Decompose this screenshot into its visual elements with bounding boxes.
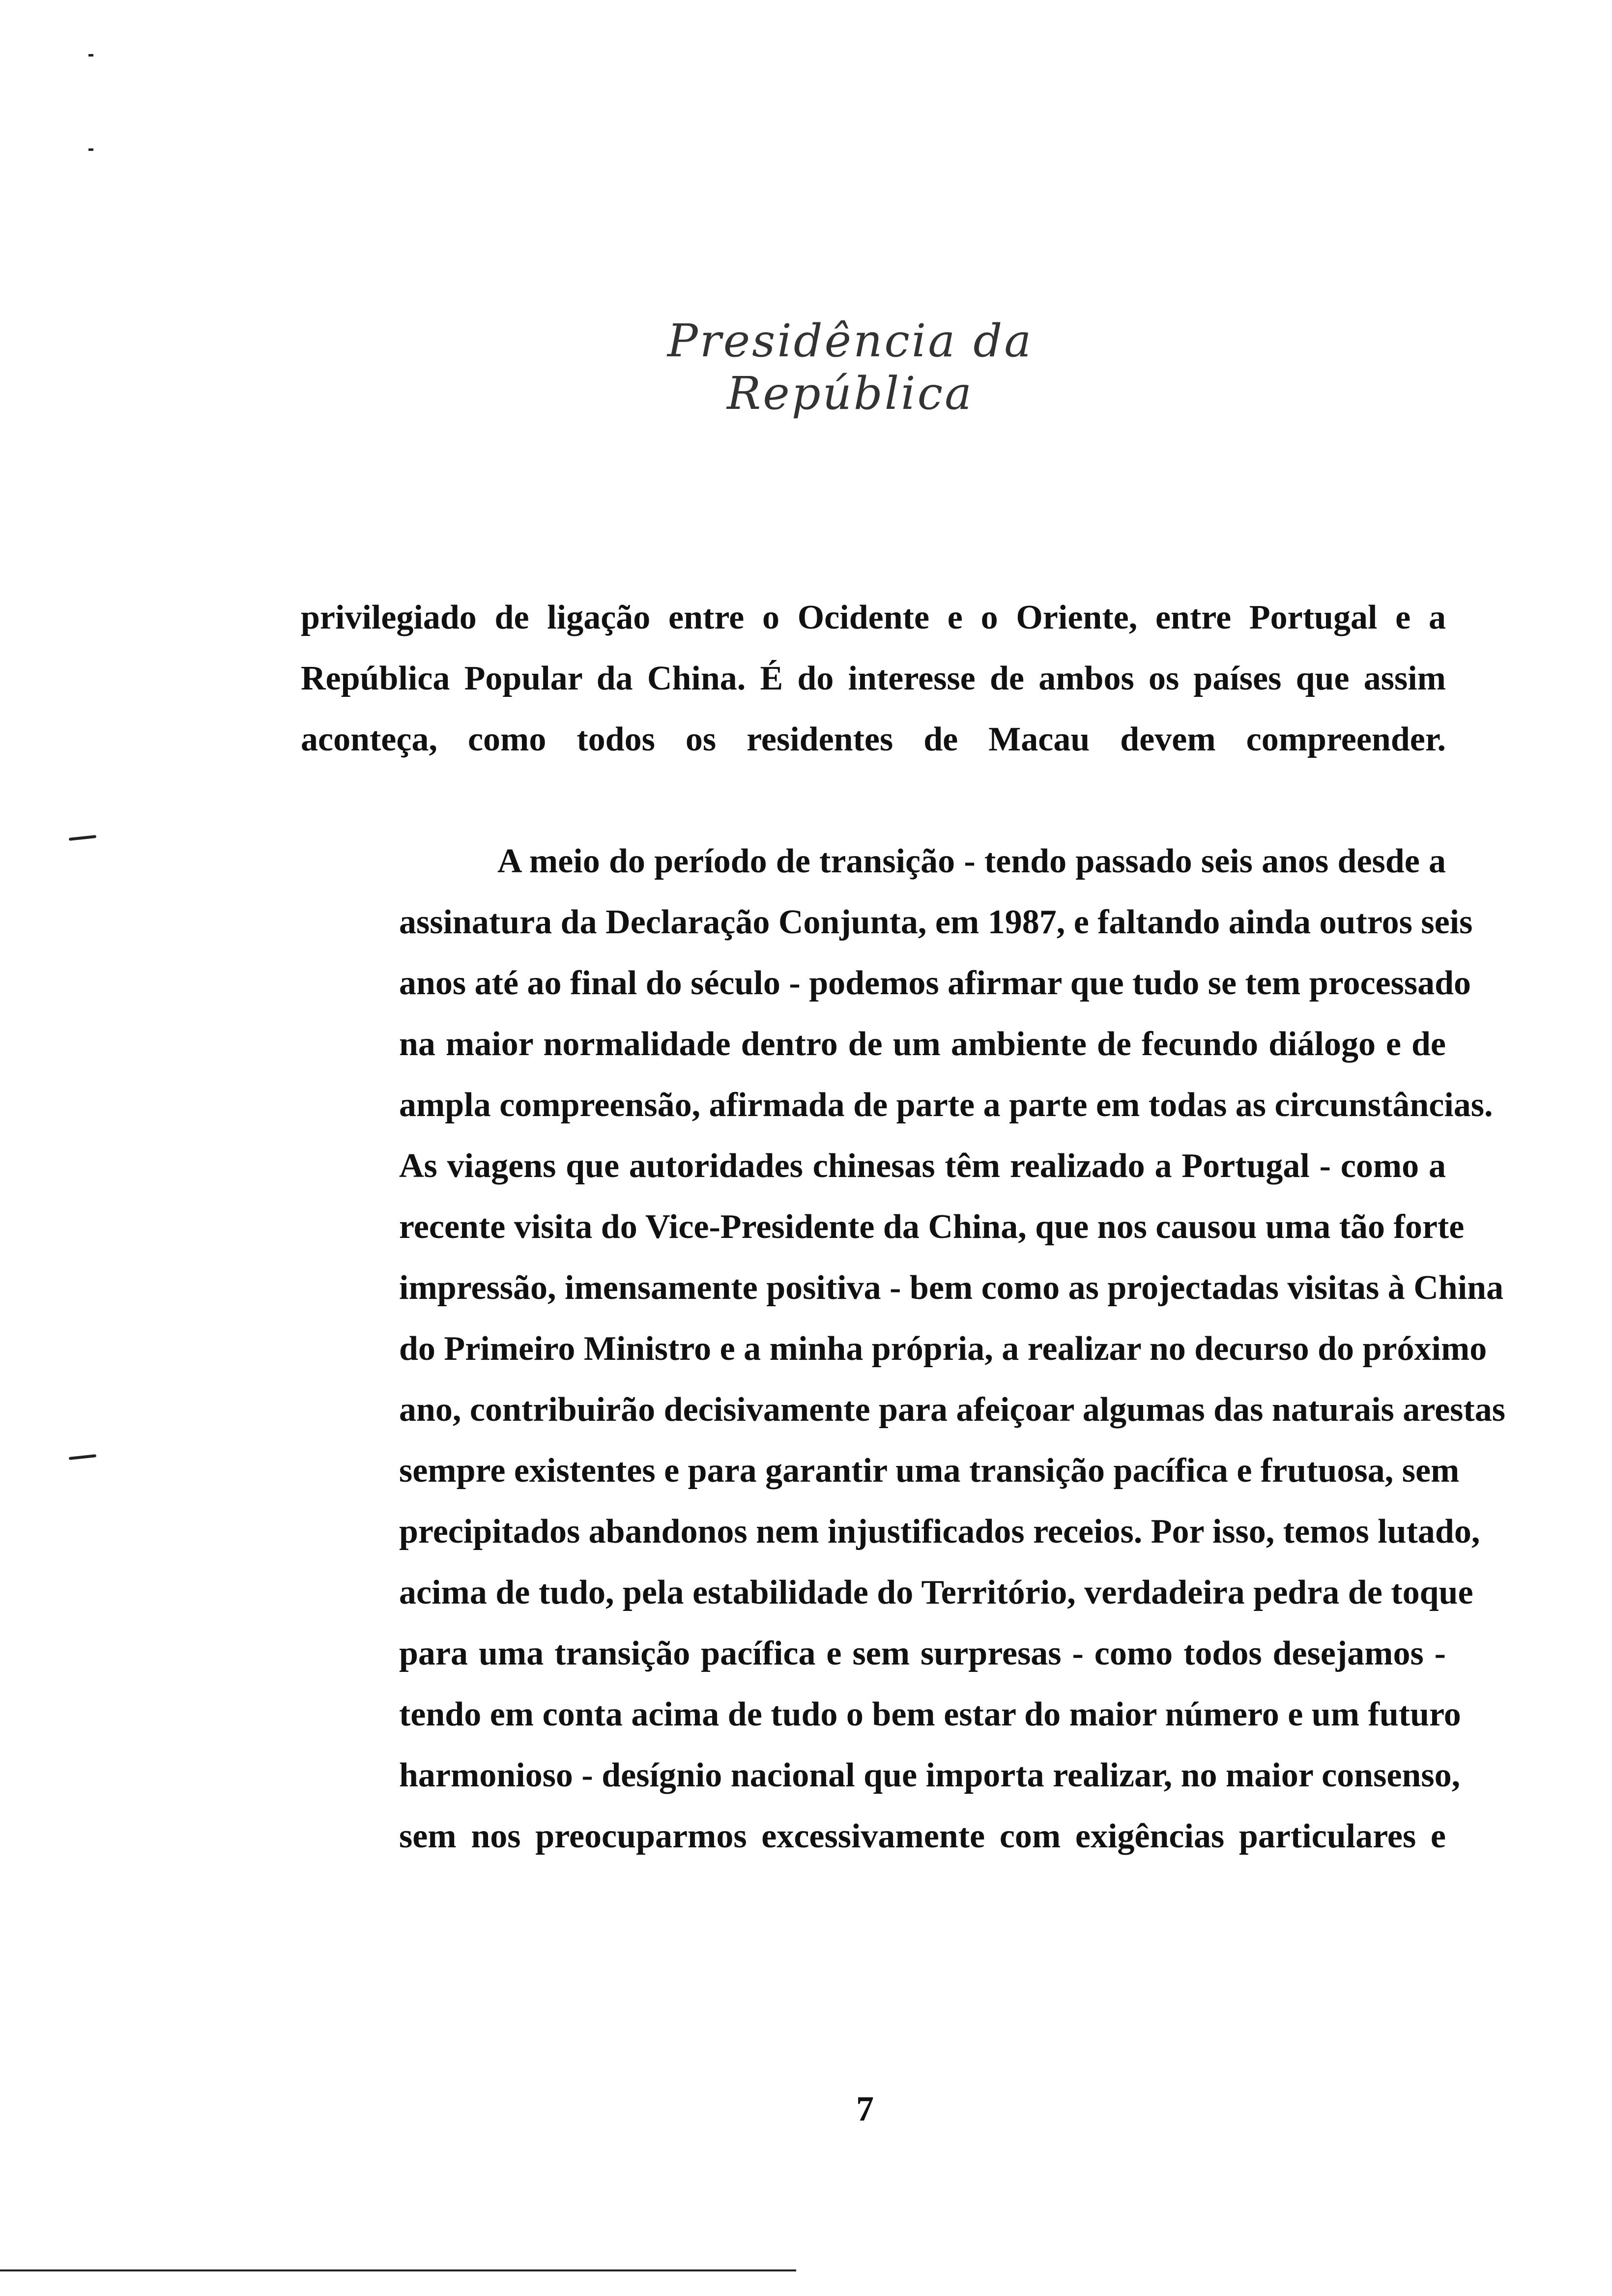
paragraph-2 (301, 831, 1505, 1867)
text-line: A meio do período de transição - tendo passado seis anos desde a (497, 842, 1446, 880)
text-line: sempre existentes e para garantir uma transição pacífica e frutuosa, sem (399, 1452, 1460, 1490)
text-line: sem nos preocuparmos excessivamente com exigências particulares e (399, 1817, 1446, 1855)
text-line: As viagens que autoridades chinesas têm realizado a Portugal - como a (399, 1147, 1446, 1185)
text-line: precipitados abandonos nem injustificados receios. Por isso, temos lutado, (399, 1513, 1480, 1550)
bottom-rule (0, 2269, 796, 2271)
text-line: ano, contribuirão decisivamente para afeiçoar algumas das naturais arestas (399, 1391, 1505, 1429)
text-line: harmonioso - desígnio nacional que importa realizar, no maior consenso, (399, 1756, 1461, 1794)
text-line: assinatura da Declaração Conjunta, em 1987, e faltando ainda outros seis (399, 903, 1473, 941)
body-text (301, 587, 1505, 1867)
scan-mark (88, 148, 93, 151)
letterhead-title: Presidência da República (667, 315, 1034, 420)
paragraph-1 (301, 587, 1446, 770)
scan-mark (69, 1454, 96, 1460)
text-line: acima de tudo, pela estabilidade do Território, verdadeira pedra de toque (399, 1574, 1473, 1611)
text-line: para uma transição pacífica e sem surpresas - como todos desejamos - (399, 1635, 1446, 1672)
page-number: 7 (856, 2089, 874, 2128)
text-line: tendo em conta acima de tudo o bem estar do maior número e um futuro (399, 1695, 1461, 1733)
scan-mark (69, 835, 96, 841)
text-line: recente visita do Vice-Presidente da China, que nos causou uma tão forte (399, 1208, 1465, 1246)
text-line: impressão, imensamente positiva - bem como as projectadas visitas à China (399, 1269, 1504, 1307)
text-line: ampla compreensão, afirmada de parte a parte em todas as circunstâncias. (399, 1086, 1493, 1124)
text-line: do Primeiro Ministro e a minha própria, a realizar no decurso do próximo (399, 1330, 1487, 1368)
text-line: privilegiado de ligação entre o Ocidente e o Oriente, entre Portugal e a (301, 599, 1446, 636)
text-line: na maior normalidade dentro de um ambiente de fecundo diálogo e de (399, 1025, 1446, 1063)
text-line: República Popular da China. É do interesse de ambos os países que assim (301, 660, 1446, 697)
text-line: anos até ao final do século - podemos afirmar que tudo se tem processado (399, 964, 1471, 1002)
scan-mark (88, 54, 93, 57)
text-line: aconteça, como todos os residentes de Macau devem compreender. (301, 720, 1446, 758)
